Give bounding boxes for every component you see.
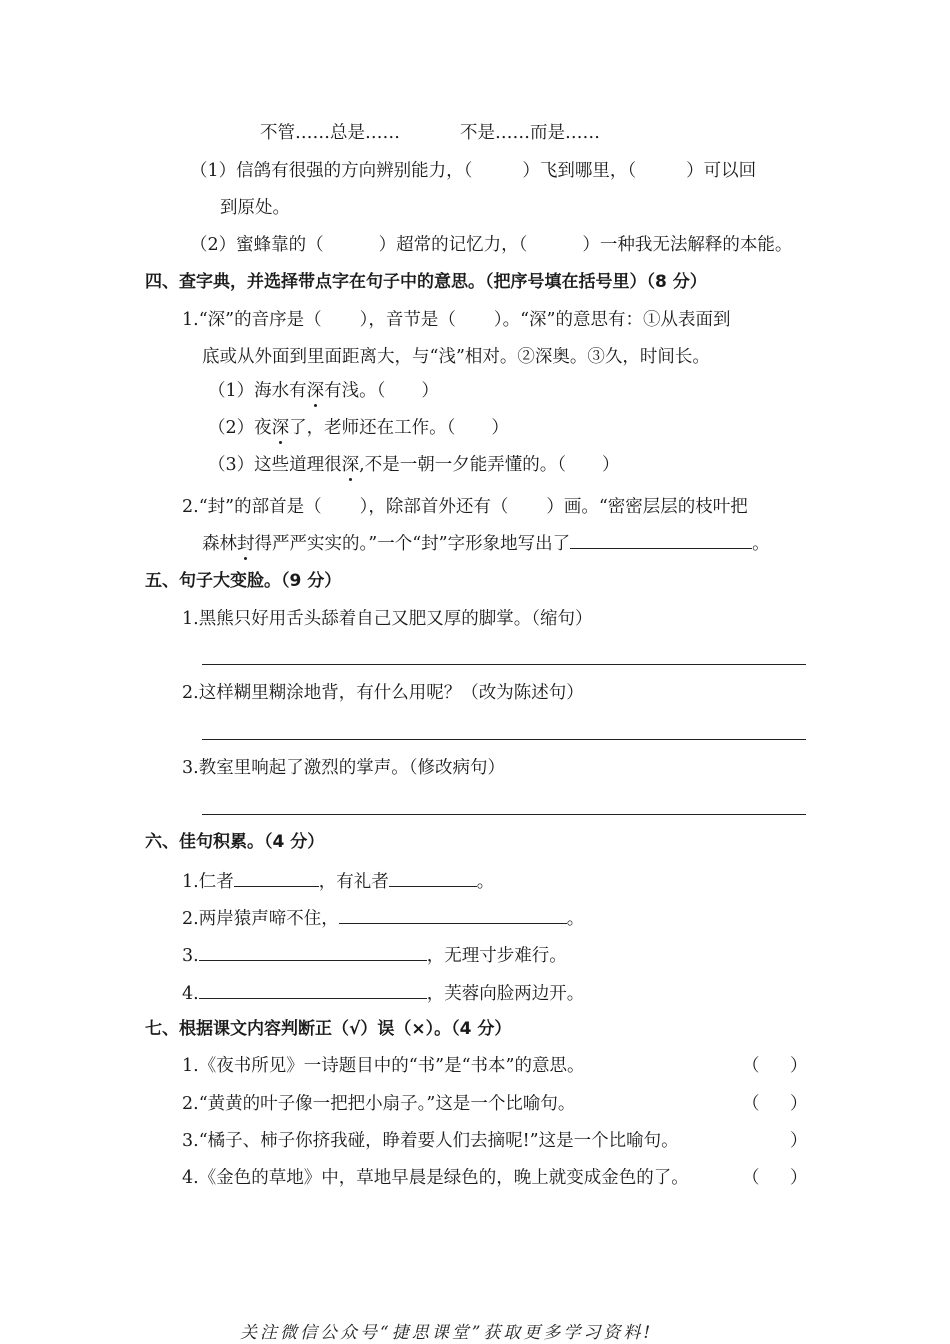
s6-question-2 — [182, 905, 584, 931]
text: ） — [601, 455, 620, 475]
s5-question-2: 2.这样糊里糊涂地背，有什么用呢？（改为陈述句） — [182, 683, 584, 703]
s5-question-1: 1.黑熊只好用舌头舔着自己又肥又厚的脚掌。（缩句） — [182, 609, 593, 629]
text: 森林 — [202, 534, 237, 554]
connective-option-1: 不管……总是…… — [260, 123, 400, 143]
answer-blank[interactable] — [389, 868, 477, 887]
s3-question-2 — [190, 233, 792, 257]
s4-question-1-line1 — [182, 308, 731, 332]
s4-question-2-line2 — [202, 530, 770, 556]
s4-question-1-line2: 底或从外面到里面距离大，与“浅”相对。②深奥。③久，时间长。 — [202, 347, 710, 367]
connective-option-2: 不是……而是…… — [460, 123, 600, 143]
s4-question-2-line1 — [182, 495, 748, 519]
answer-paren-close: ） — [790, 1056, 808, 1076]
text: ）飞到哪里，（ — [522, 161, 637, 181]
s4-sentence-1 — [208, 379, 439, 403]
footer-note: 关注微信公众号“捷思课堂”获取更多学习资料! — [240, 1323, 654, 1343]
text: ，芙蓉向脸两边开。 — [426, 984, 585, 1004]
text: 了，老师还在工作。（ — [289, 418, 456, 438]
answer-paren-open[interactable]: （ — [742, 1094, 760, 1114]
text: 2.“封”的部首是（ — [182, 497, 322, 517]
text: ，无理寸步难行。 — [426, 946, 567, 966]
text: 2.两岸猿声啼不住， — [182, 909, 339, 929]
answer-blank[interactable] — [199, 942, 427, 961]
text: 1.“深”的音序是（ — [182, 310, 322, 330]
text: ,不是一朝一夕能弄懂的。（ — [359, 455, 566, 475]
text: 得严严实实的。”一个“封”字形象地写出了 — [254, 534, 571, 554]
text: ），除部首外还有（ — [359, 497, 509, 517]
answer-paren-open[interactable]: （ — [742, 1056, 760, 1076]
text: ） — [491, 418, 509, 438]
answer-blank[interactable] — [199, 980, 427, 999]
answer-paren-close: ） — [790, 1131, 808, 1151]
text: ） — [421, 381, 439, 401]
text: ）可以回 — [686, 161, 757, 181]
text: 。 — [752, 534, 770, 554]
s3-question-1-line1 — [190, 159, 756, 183]
text: （3）这些道理很 — [208, 455, 342, 475]
section-5-title: 五、句子大变脸。（9 分） — [145, 571, 342, 591]
text: ）一种我无法解释的本能。 — [582, 235, 793, 255]
answer-blank[interactable] — [339, 905, 567, 924]
text: 。 — [566, 909, 585, 929]
text: （1）信鸽有很强的方向辨别能力，（ — [190, 161, 473, 181]
text: 3. — [182, 946, 199, 966]
s3-question-1-line2: 到原处。 — [220, 198, 290, 218]
text: ），音节是（ — [359, 310, 456, 330]
text: 4. — [182, 984, 199, 1004]
dotted-char: 深 — [271, 418, 290, 438]
judgement-item: 1.《夜书所见》一诗题目中的“书”是“书本”的意思。 — [182, 1056, 585, 1076]
text: （2）夜 — [208, 418, 272, 438]
judgement-item: 3.“橘子、柿子你挤我碰，睁着要人们去摘呢!”这是一个比喻句。 — [182, 1131, 679, 1151]
answer-paren-close: ） — [790, 1094, 808, 1114]
section-4-title: 四、查字典，并选择带点字在句子中的意思。（把序号填在括号里）（8 分） — [145, 272, 707, 292]
s4-sentence-2 — [208, 416, 509, 440]
text: （1）海水有 — [208, 381, 307, 401]
s4-sentence-3 — [208, 453, 619, 477]
dotted-char: 深 — [306, 381, 325, 401]
answer-blank[interactable] — [570, 530, 752, 549]
judgement-item: 4.《金色的草地》中，草地早晨是绿色的，晚上就变成金色的了。 — [182, 1168, 689, 1188]
text: ）。“深”的意思有：①从表面到 — [493, 310, 731, 330]
text: （2）蜜蜂靠的（ — [190, 235, 324, 255]
text: 1.仁者 — [182, 872, 234, 892]
s6-question-4 — [182, 980, 584, 1006]
answer-paren-close: ） — [790, 1168, 808, 1188]
section-6-title: 六、佳句积累。（4 分） — [145, 832, 325, 852]
answer-blank[interactable] — [234, 868, 319, 887]
text: ）超常的记忆力，（ — [378, 235, 528, 255]
s6-question-3 — [182, 942, 567, 968]
answer-line[interactable] — [202, 814, 806, 815]
text: ）画。“密密层层的枝叶把 — [546, 497, 748, 517]
answer-line[interactable] — [202, 739, 806, 740]
s6-question-1 — [182, 868, 494, 894]
dotted-char: 封 — [237, 534, 255, 554]
text: 有浅。（ — [324, 381, 386, 401]
text: 。 — [476, 872, 495, 892]
judgement-item: 2.“黄黄的叶子像一把把小扇子。”这是一个比喻句。 — [182, 1094, 576, 1114]
answer-line[interactable] — [202, 664, 806, 665]
answer-paren-open[interactable]: （ — [742, 1168, 760, 1188]
s5-question-3: 3.教室里响起了激烈的掌声。（修改病句） — [182, 758, 505, 778]
dotted-char: 深 — [341, 455, 360, 475]
text: ，有礼者 — [318, 872, 389, 892]
section-7-title: 七、根据课文内容判断正（√）误（×）。（4 分） — [145, 1019, 512, 1039]
